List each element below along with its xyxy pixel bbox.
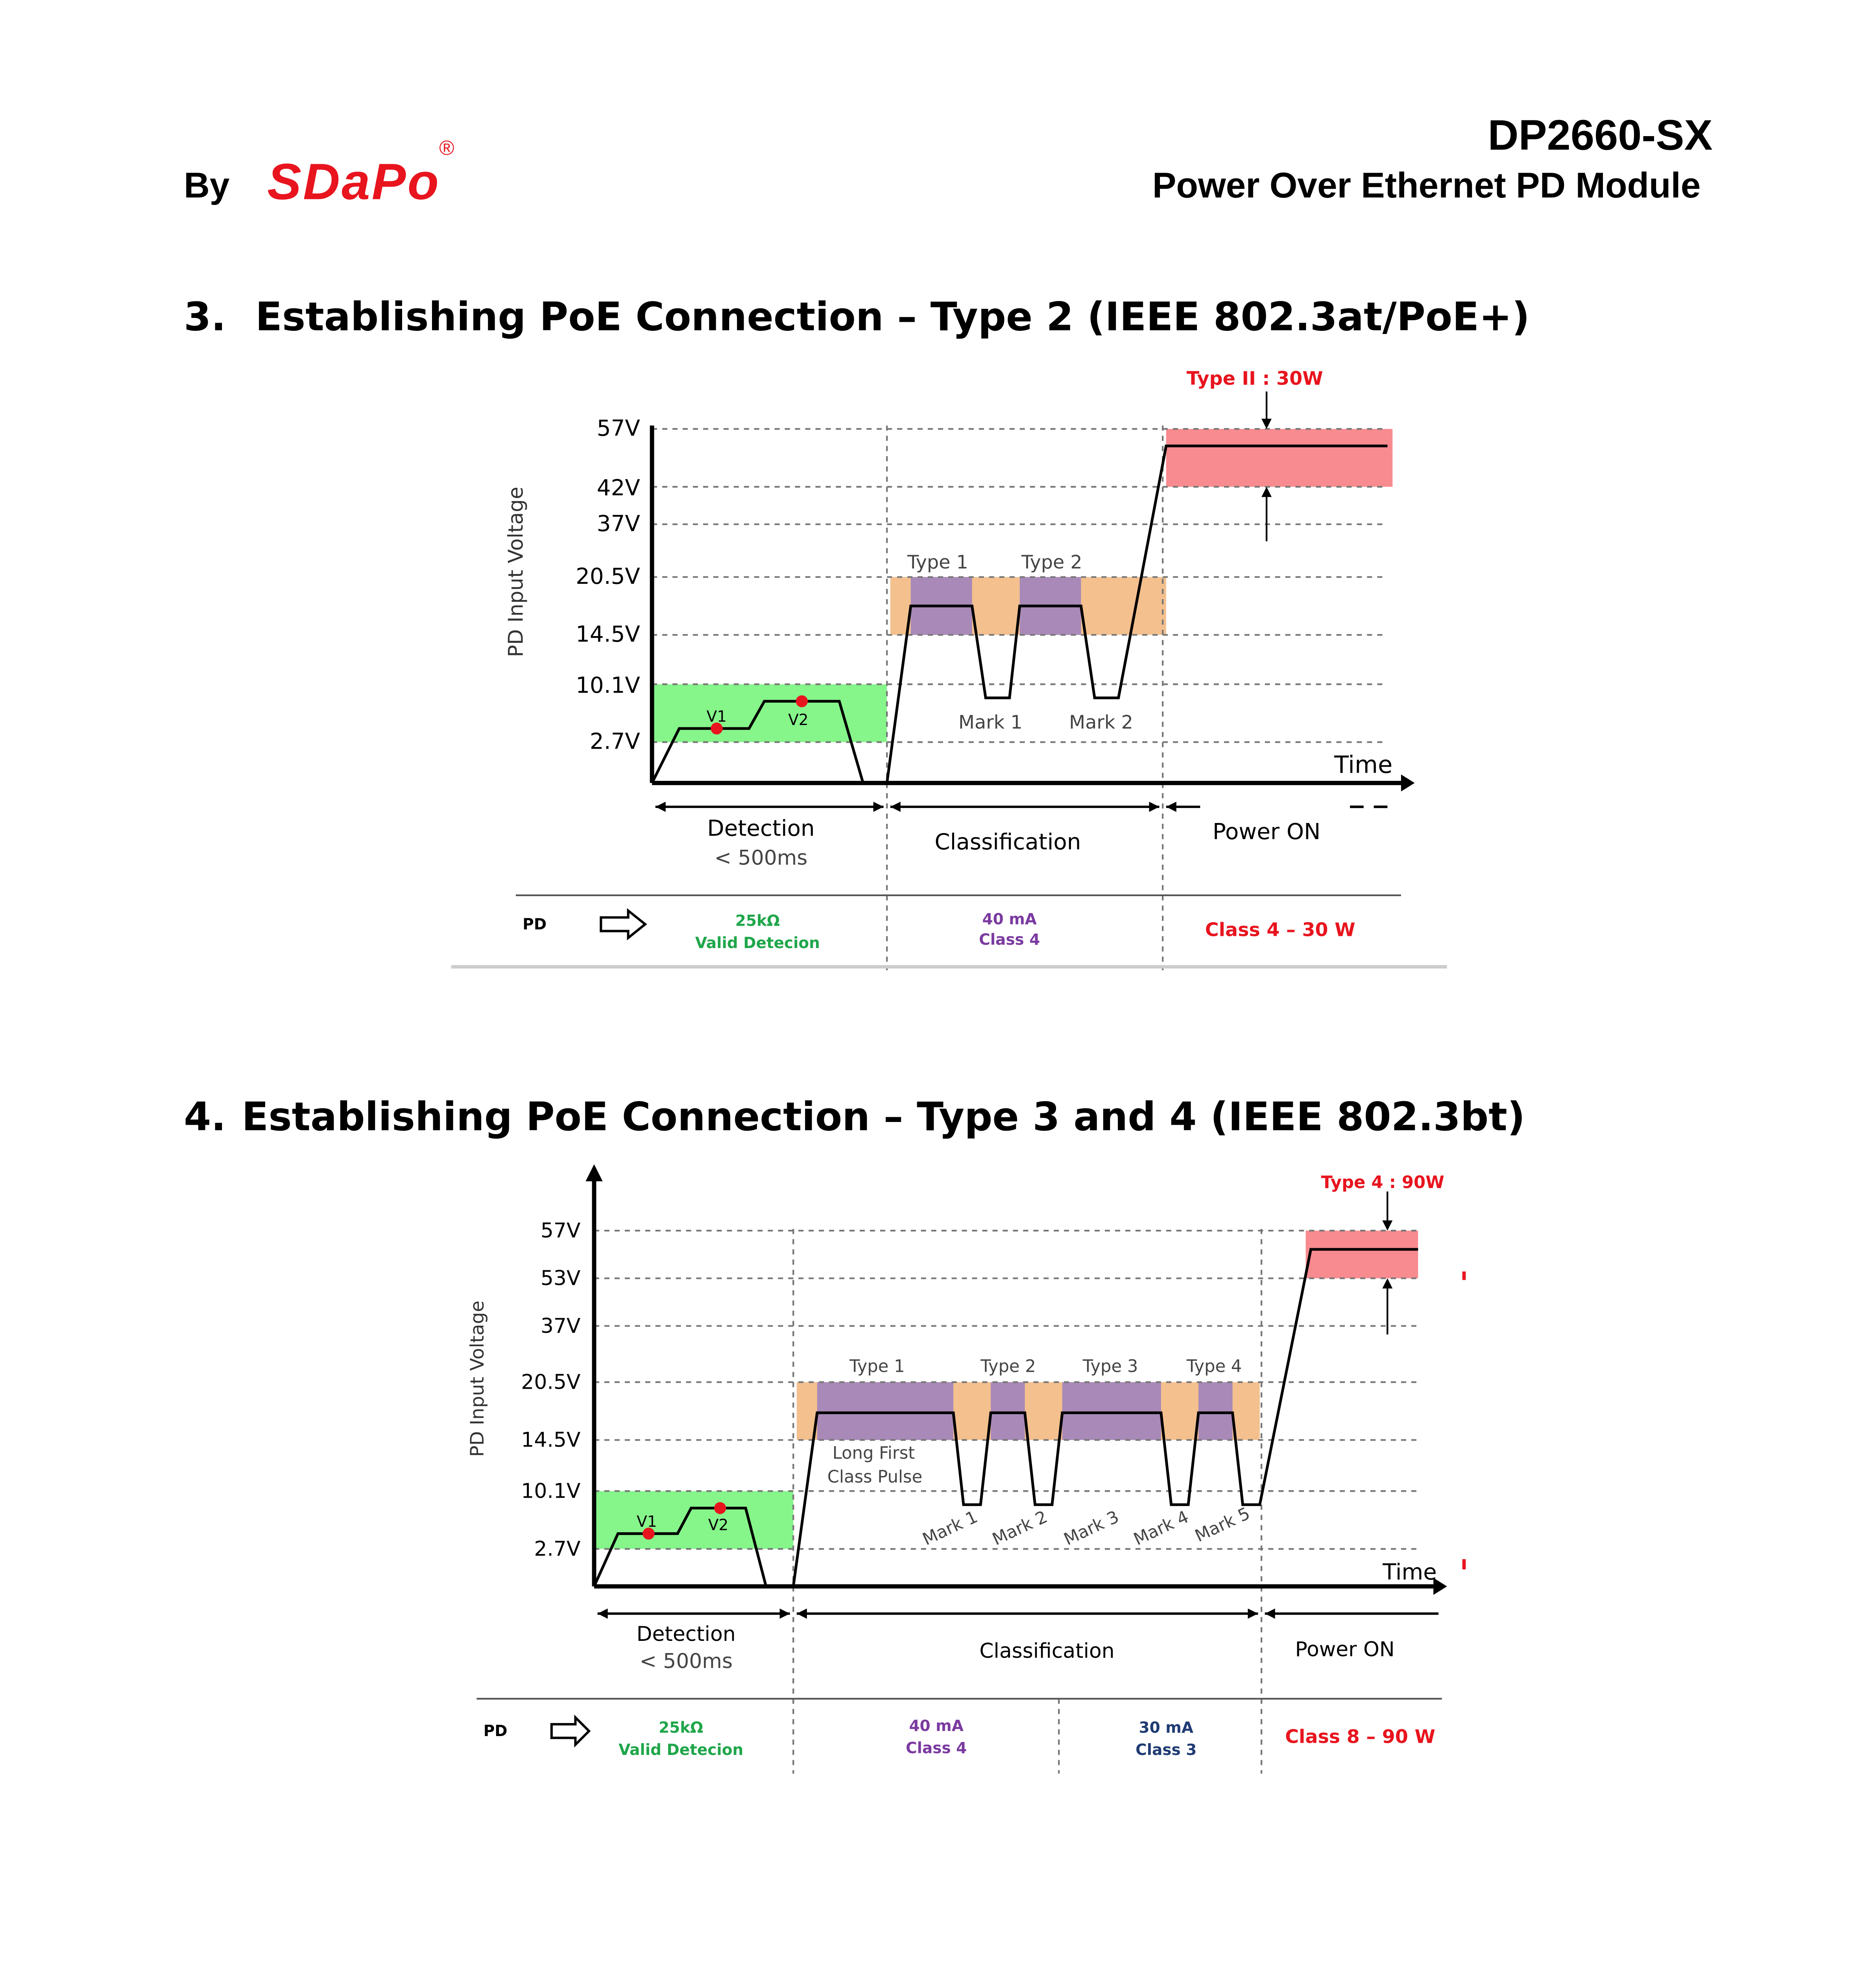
power-callout: Type II : 30W <box>1186 367 1323 389</box>
section-4-number: 4. <box>184 1096 226 1140</box>
class-current-1: 40 mA <box>909 1717 964 1735</box>
type4-band <box>1198 1382 1233 1440</box>
pulse-note-line2: Class Pulse <box>827 1467 923 1487</box>
type2-band <box>991 1382 1025 1440</box>
detection-value: 25kΩ <box>659 1719 704 1737</box>
callout-arrowhead-top <box>1382 1220 1392 1231</box>
pd-label: PD <box>483 1722 508 1740</box>
v1-label: V1 <box>637 1513 657 1531</box>
y-tick: 20.5V <box>521 1370 581 1394</box>
phase-classification: Classification <box>934 829 1081 855</box>
phase-detection-time: < 500ms <box>714 846 808 870</box>
registered-mark: ® <box>439 136 454 160</box>
x-axis-label: Time <box>1334 751 1393 779</box>
y-tick-labels <box>576 416 640 755</box>
y-axis-title: PD Input Voltage <box>504 487 528 657</box>
pd-arrow-icon <box>552 1718 589 1745</box>
y-tick: 10.1V <box>521 1479 581 1503</box>
arrowhead <box>598 1609 608 1619</box>
y-tick: 37V <box>596 511 640 537</box>
mark-label: Mark 4 <box>1130 1507 1192 1550</box>
phase-detection: Detection <box>636 1622 736 1646</box>
v2-point <box>796 695 808 707</box>
section-4-heading <box>184 1096 1525 1140</box>
class-name-1: Class 4 <box>906 1739 967 1757</box>
phase-detection: Detection <box>707 816 815 841</box>
power-callout: Type 4 : 90W <box>1321 1173 1444 1193</box>
detection-text: Valid Detecion <box>695 934 820 952</box>
arrowhead <box>780 1609 790 1619</box>
class-name: Class 4 <box>979 931 1040 949</box>
arrowhead <box>1149 802 1160 812</box>
mark-label: Mark 3 <box>1061 1507 1122 1550</box>
power-class: Class 4 – 30 W <box>1205 919 1355 941</box>
y-tick: 14.5V <box>521 1428 581 1452</box>
type1-band <box>817 1382 953 1440</box>
y-axis-arrow <box>585 1164 602 1181</box>
y-tick: 2.7V <box>589 729 640 755</box>
section-3-number: 3. <box>184 296 226 341</box>
y-tick: 42V <box>596 475 640 501</box>
mark-label: Mark 5 <box>1192 1504 1253 1546</box>
type-label: Type 1 <box>907 552 968 574</box>
type3-band <box>1062 1382 1161 1440</box>
arrowhead <box>655 802 666 812</box>
x-axis-arrow <box>1401 775 1415 792</box>
section-3-title: Establishing PoE Connection – Type 2 (IEEE 802.3at/PoE+) <box>255 296 1530 341</box>
section-3-heading <box>184 296 1530 340</box>
power-class: Class 8 – 90 W <box>1285 1726 1435 1748</box>
y-tick: 57V <box>540 1219 581 1243</box>
mark-label: Mark 2 <box>989 1507 1051 1550</box>
figure-type2-timing <box>451 358 1447 974</box>
arrowhead <box>1265 1609 1275 1619</box>
class-current: 40 mA <box>982 910 1037 928</box>
type-label: Type 2 <box>1021 552 1082 574</box>
y-tick: 14.5V <box>576 622 640 648</box>
product-name: Power Over Ethernet PD Module <box>1152 167 1701 206</box>
power-band <box>1166 429 1392 487</box>
header-by: By <box>184 167 230 206</box>
mark-labels <box>920 1504 1253 1549</box>
sdapo-logo: SDaPo <box>267 155 441 211</box>
pd-label: PD <box>523 915 547 934</box>
type-label: Type 1 <box>849 1356 905 1377</box>
type-label: Type 2 <box>980 1356 1036 1377</box>
y-tick: 2.7V <box>534 1537 581 1561</box>
y-tick: 57V <box>596 415 640 441</box>
callout-arrowhead-bottom <box>1261 487 1272 497</box>
mark-label: Mark 2 <box>1069 711 1133 733</box>
arrowhead <box>890 802 901 812</box>
class-name-2: Class 3 <box>1136 1741 1197 1759</box>
type-label: Type 4 <box>1186 1356 1242 1377</box>
mark-label: Mark 1 <box>958 711 1023 733</box>
y-tick: 10.1V <box>576 672 640 698</box>
pulse-note-line1: Long First <box>832 1443 915 1463</box>
type-label: Type 3 <box>1082 1356 1138 1377</box>
detection-band <box>652 684 887 742</box>
v1-label: V1 <box>706 708 727 726</box>
detection-text: Valid Detecion <box>619 1741 744 1759</box>
y-axis-title: PD Input Voltage <box>466 1301 488 1457</box>
figure-type34-timing <box>460 1161 1481 1777</box>
x-axis-label: Time <box>1383 1559 1437 1585</box>
class-current-2: 30 mA <box>1139 1719 1194 1737</box>
callout-arrowhead-bottom <box>1382 1278 1392 1288</box>
section-4-title: Establishing PoE Connection – Type 3 and 4 (IEEE 802.3bt) <box>242 1096 1525 1140</box>
pd-arrow-icon <box>601 911 645 938</box>
y-tick: 37V <box>540 1314 581 1338</box>
phase-classification: Classification <box>979 1639 1115 1663</box>
mark-label: Mark 1 <box>920 1507 981 1550</box>
y-tick-labels <box>521 1219 581 1561</box>
arrowhead <box>873 802 884 812</box>
v2-point <box>714 1502 726 1514</box>
arrowhead <box>1248 1609 1258 1619</box>
product-code: DP2660-SX <box>1488 112 1713 160</box>
v2-label: V2 <box>788 711 809 729</box>
detection-value: 25kΩ <box>735 912 780 930</box>
phase-power-on: Power ON <box>1295 1637 1395 1661</box>
arrowhead <box>1166 802 1176 812</box>
v2-label: V2 <box>708 1516 729 1534</box>
detection-band <box>594 1491 793 1549</box>
phase-detection-time: < 500ms <box>639 1650 733 1674</box>
y-tick: 53V <box>540 1266 581 1290</box>
y-tick: 20.5V <box>576 564 640 590</box>
callout-arrowhead-top <box>1261 419 1272 429</box>
power-band <box>1306 1231 1418 1278</box>
arrowhead <box>797 1609 807 1619</box>
phase-power-on: Power ON <box>1212 819 1321 845</box>
